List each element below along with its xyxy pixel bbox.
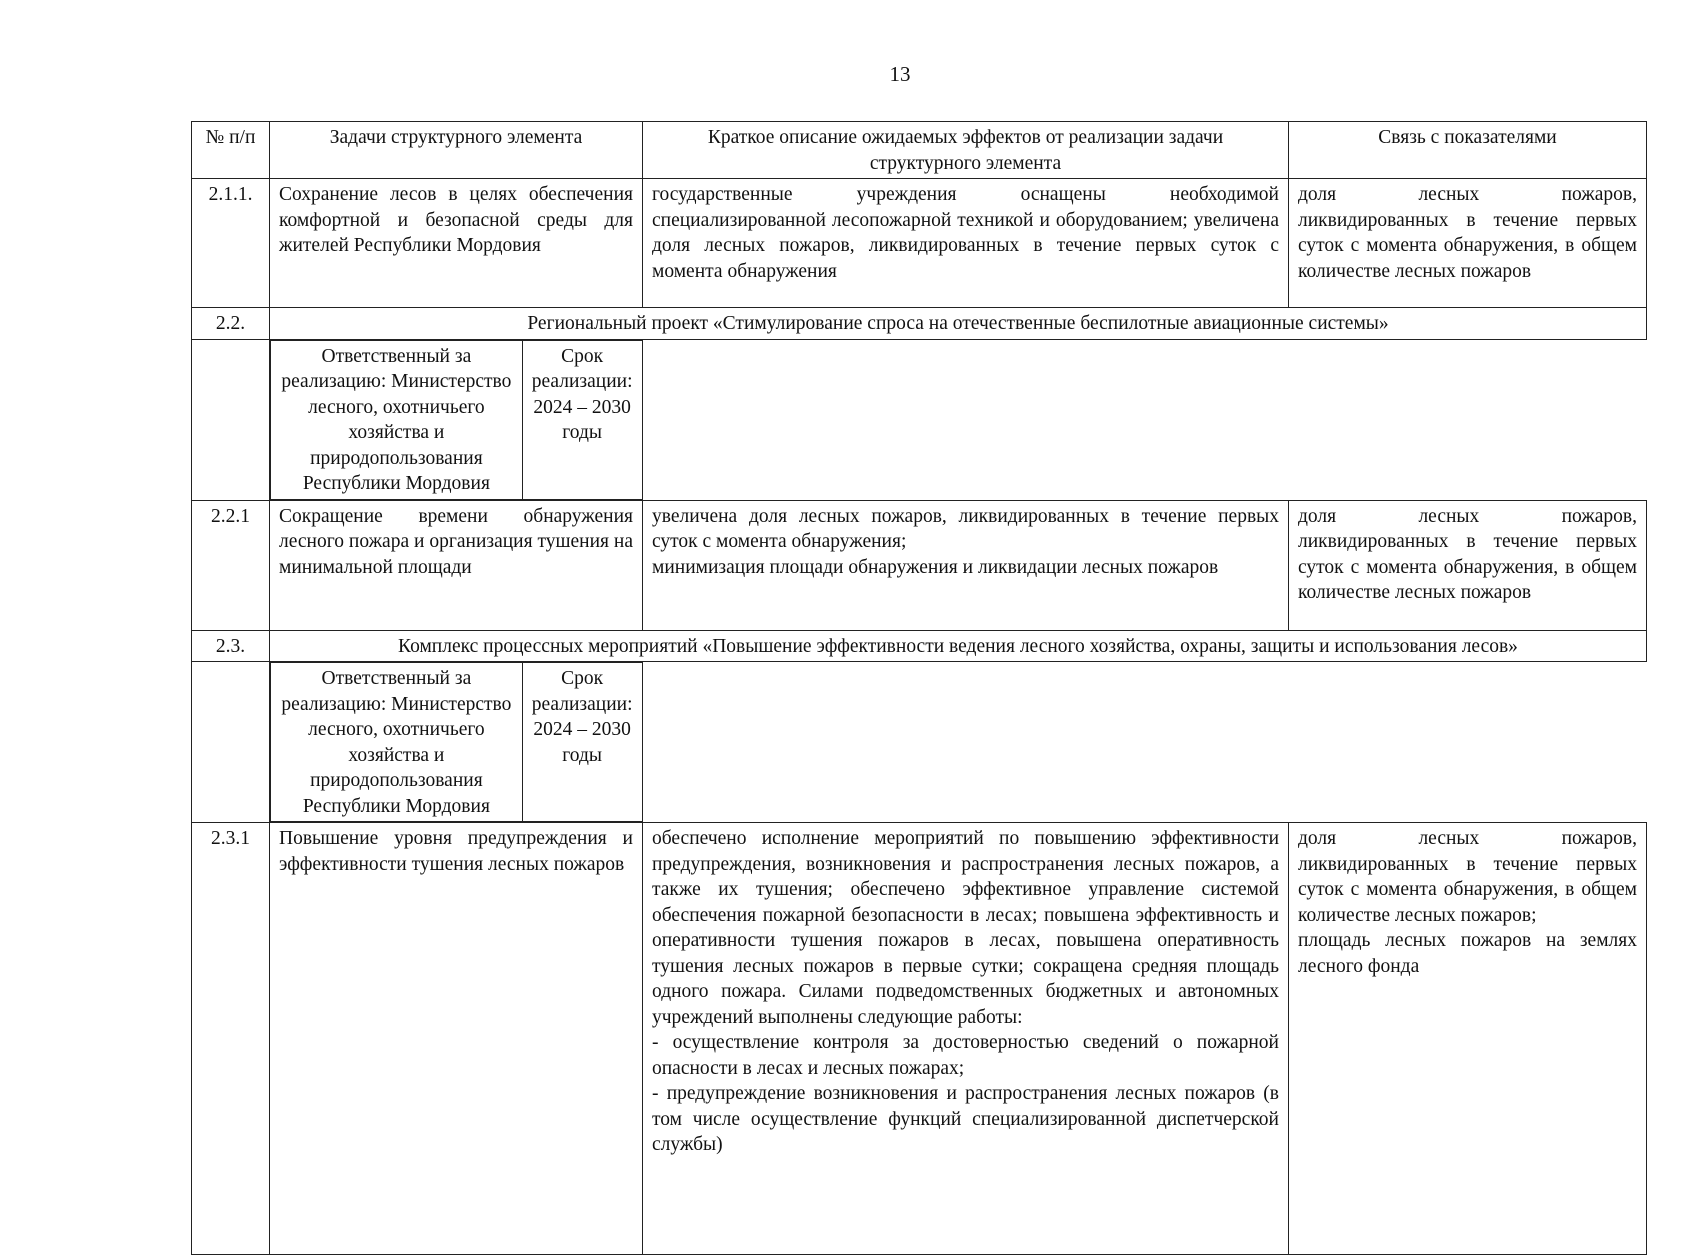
row-number: 2.1.1. (192, 179, 270, 308)
responsible-term-cell (270, 662, 643, 822)
task-cell: Повышение уровня предупреждения и эффективности тушения лесных пожаров (270, 823, 643, 1255)
effect-cell (643, 823, 1289, 1255)
link-cell: доля лесных пожаров, ликвидированных в течение первых суток с момента обнаружения, в общем количестве лесных пожаров (1289, 179, 1647, 308)
table-row (192, 823, 1647, 1255)
page-number: 13 (889, 62, 911, 86)
effect-cell (643, 500, 1289, 630)
responsible-text: Ответственный за реализацию: Министерство лесного, охотничьего хозяйства и природопользования Республики Мордовия (271, 341, 523, 499)
structural-elements-table (191, 121, 1647, 1255)
table-row (192, 179, 1647, 308)
header-tasks: Задачи структурного элемента (270, 122, 643, 179)
effect-line: обеспечено исполнение мероприятий по повышению эффективности предупреждения, возникновения и распространения лесных пожаров, а также их тушения; обеспечено эффективное управление системой обеспечения пожарной безопасности в лесах; повышена эффективность и оперативности тушения пожаров в лесах, повышена оперативность тушения лесных пожаров в первые сутки; сокращена средняя площадь одного пожара. Силами подведомственных бюджетных и автономных учреждений выполнены следующие работы: (652, 828, 1279, 1028)
term-text: Срок реализации: 2024 – 2030 годы (531, 345, 633, 443)
section-row (192, 630, 1647, 662)
row-number: 2.2.1 (192, 500, 270, 630)
section-title: Региональный проект «Стимулирование спроса на отечественные беспилотные авиационные системы» (270, 308, 1647, 340)
term-text: Срок реализации: 2024 – 2030 годы (531, 668, 633, 766)
section-title: Комплекс процессных мероприятий «Повышение эффективности ведения лесного хозяйства, охраны, защиты и использования лесов» (270, 630, 1647, 662)
link-line: доля лесных пожаров, ликвидированных в течение первых суток с момента обнаружения, в общем количестве лесных пожаров; (1298, 828, 1637, 926)
effect-line: - предупреждение возникновения и распространения лесных пожаров (в том числе осуществление функций специализированной диспетчерской службы) (652, 1083, 1279, 1155)
row-number: 2.3.1 (192, 823, 270, 1255)
section-row (192, 308, 1647, 340)
task-cell: Сохранение лесов в целях обеспечения комфортной и безопасной среды для жителей Республики Мордовия (270, 179, 643, 308)
link-cell (1289, 823, 1647, 1255)
row-number: 2.3. (192, 630, 270, 662)
responsible-row (192, 339, 1647, 500)
empty-cell (192, 339, 270, 500)
table-row (192, 500, 1647, 630)
responsible-term-cell (270, 340, 643, 500)
row-number: 2.2. (192, 308, 270, 340)
table-header-row (192, 122, 1647, 179)
effect-line: увеличена доля лесных пожаров, ликвидированных в течение первых суток с момента обнаружения; (652, 505, 1279, 552)
effect-line: - осуществление контроля за достоверностью сведений о пожарной опасности в лесах и лесных пожарах; (652, 1032, 1279, 1079)
header-link: Связь с показателями (1289, 122, 1647, 179)
responsible-text: Ответственный за реализацию: Министерство лесного, охотничьего хозяйства и природопользования Республики Мордовия (271, 663, 523, 821)
responsible-row (192, 662, 1647, 823)
header-num: № п/п (192, 122, 270, 179)
effect-line: минимизация площади обнаружения и ликвидации лесных пожаров (652, 556, 1219, 578)
empty-cell (192, 662, 270, 823)
link-line: площадь лесных пожаров на землях лесного фонда (1298, 930, 1637, 977)
link-cell: доля лесных пожаров, ликвидированных в течение первых суток с момента обнаружения, в общем количестве лесных пожаров (1289, 500, 1647, 630)
effect-cell: государственные учреждения оснащены необходимой специализированной лесопожарной техникой и оборудованием; увеличена доля лесных пожаров, ликвидированных в течение первых суток с момента обнаружения (643, 179, 1289, 308)
task-cell: Сокращение времени обнаружения лесного пожара и организация тушения на минимальной площади (270, 500, 643, 630)
header-effects: Краткое описание ожидаемых эффектов от реализации задачи структурного элемента (643, 122, 1289, 179)
